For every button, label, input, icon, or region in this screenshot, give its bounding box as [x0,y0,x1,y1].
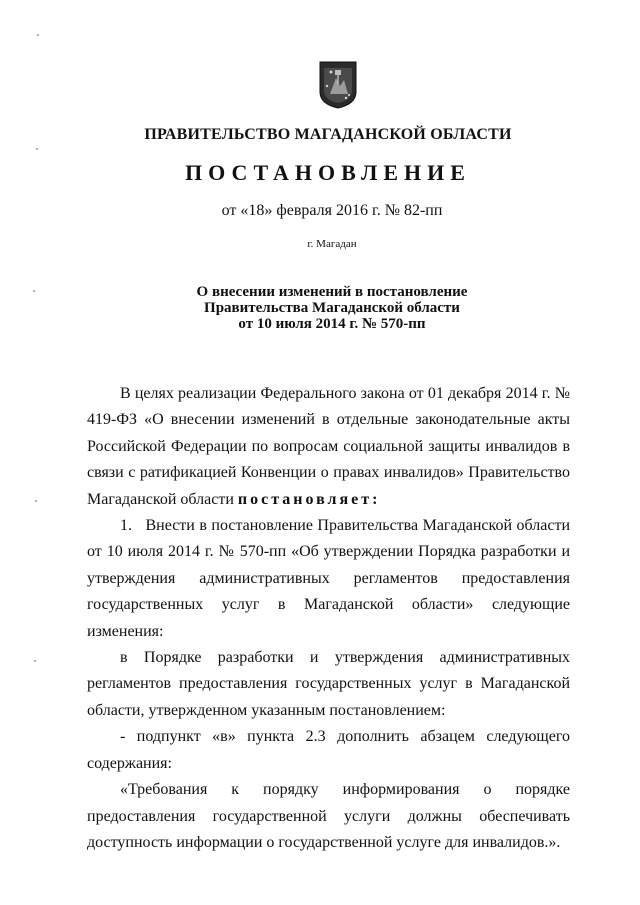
procedure-paragraph: в Порядке разработки и утверждения административных регламентов предоставления государственных услуг в Магаданской области, утвержденном указанным постановлением: [87,649,570,719]
document-date-number: от «18» февраля 2016 г. № 82-пп [221,202,443,219]
subclause-paragraph: - подпункт «в» пункта 2.3 дополнить абзацем следующего содержания: [87,728,570,772]
document-type: ПОСТАНОВЛЕНИЕ [185,160,471,185]
resolves-colon: : [372,490,381,508]
subject-line-1: О внесении изменений в постановление [196,284,468,300]
preamble-text: В целях реализации Федерального закона от 01 декабря 2014 г. № 419-ФЗ «О внесении изменений в отдельные законодательные акты Российской Федерации по вопросам социальной защиты инвалидов в связи с ратификацией Конвенции о правах инвалидов» Правительство Магаданской области [87,385,570,508]
scan-artifact [35,500,37,502]
government-name: ПРАВИТЕЛЬСТВО МАГАДАНСКОЙ ОБЛАСТИ [144,126,512,143]
scan-artifact [37,34,39,36]
subject-line-2: Правительства Магаданской области [204,300,460,316]
quoted-requirement-paragraph: «Требования к порядку информирования о порядке предоставления государственной услуги должны обеспечивать доступность информации о государственной услуге для инвалидов.». [87,781,570,851]
preamble-paragraph [87,381,570,513]
document-city: г. Магадан [307,238,357,250]
scan-artifact [34,660,36,662]
resolves-word: постановляет [237,490,373,508]
document-body [87,381,570,856]
scan-artifact [36,148,38,150]
magadan-coat-of-arms-icon [318,60,358,110]
scan-artifact [33,290,35,292]
document-subject [12,284,640,332]
item-1-paragraph: 1. Внести в постановление Правительства Магаданской области от 10 июля 2014 г. № 570-пп «Об утверждении Порядка разработки и утверждения административных регламентов предоставления государственных услуг в Магаданской области» следующие изменения: [87,517,570,640]
subject-line-3: от 10 июля 2014 г. № 570-пп [238,316,426,332]
